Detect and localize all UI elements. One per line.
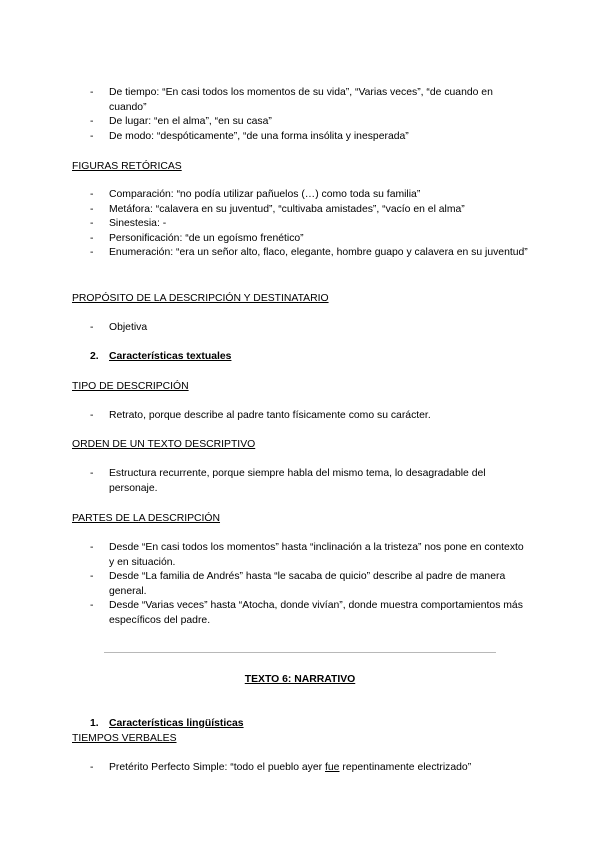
list-item: - Desde “En casi todos los momentos” hasta “inclinación a la tristeza” nos pone en contexto y en situación.: [90, 542, 524, 568]
complementos-list: [72, 86, 528, 144]
horizontal-divider: [104, 652, 496, 653]
list-item: - Personificación: “de un egoísmo frenético”: [90, 232, 304, 244]
partes-list: [72, 541, 528, 629]
partes-heading: PARTES DE LA DESCRIPCIÓN: [72, 513, 221, 524]
orden-heading: ORDEN DE UN TEXTO DESCRIPTIVO: [72, 439, 256, 450]
figuras-heading: FIGURAS RETÓRICAS: [72, 161, 182, 172]
proposito-list: [72, 321, 528, 336]
list-item: - De lugar: “en el alma”, “en su casa”: [90, 116, 272, 128]
section-1-heading: 1. Características lingüísticas: [90, 717, 244, 729]
proposito-heading: PROPÓSITO DE LA DESCRIPCIÓN Y DESTINATARIO: [72, 293, 329, 304]
list-item: - Enumeración: “era un señor alto, flaco, elegante, hombre guapo y calavera en su juventud”: [90, 247, 528, 259]
list-item: - Estructura recurrente, porque siempre habla del mismo tema, lo desagradable del personaje.: [90, 468, 486, 494]
orden-list: [72, 467, 528, 496]
texto-6-title: TEXTO 6: NARRATIVO: [244, 674, 356, 685]
list-item: - Pretérito Perfecto Simple: “todo el pueblo ayer fue repentinamente electrizado”: [90, 762, 472, 773]
list-item: - De modo: “despóticamente”, “de una forma insólita y inesperada”: [90, 130, 409, 142]
list-item: - Desde “La familia de Andrés” hasta “le sacaba de quicio” describe al padre de manera general.: [90, 571, 506, 597]
list-item: - Desde “Varias veces” hasta “Atocha, donde vivían”, donde muestra comportamientos más específicos del padre.: [90, 600, 523, 626]
list-item: - De tiempo: “En casi todos los momentos de su vida”, “Varias veces”, “de cuando en cuando”: [90, 87, 493, 113]
list-item: - Retrato, porque describe al padre tanto físicamente como su carácter.: [90, 410, 431, 421]
tiempos-list: [72, 761, 528, 776]
tipo-list: [72, 409, 528, 424]
tiempos-heading: TIEMPOS VERBALES: [72, 733, 177, 744]
list-item: - Metáfora: “calavera en su juventud”, “cultivaba amistades”, “vacío en el alma”: [90, 203, 465, 215]
section-2-heading: 2. Características textuales: [90, 351, 232, 362]
list-item: - Objetiva: [90, 322, 148, 333]
figuras-list: [72, 188, 528, 261]
list-item: - Comparación: “no podía utilizar pañuelos (…) como toda su familia”: [90, 189, 421, 200]
underlined-verb: fue: [325, 762, 340, 773]
list-item: - Sinestesia: -: [90, 218, 167, 230]
tipo-heading: TIPO DE DESCRIPCIÓN: [72, 381, 189, 392]
